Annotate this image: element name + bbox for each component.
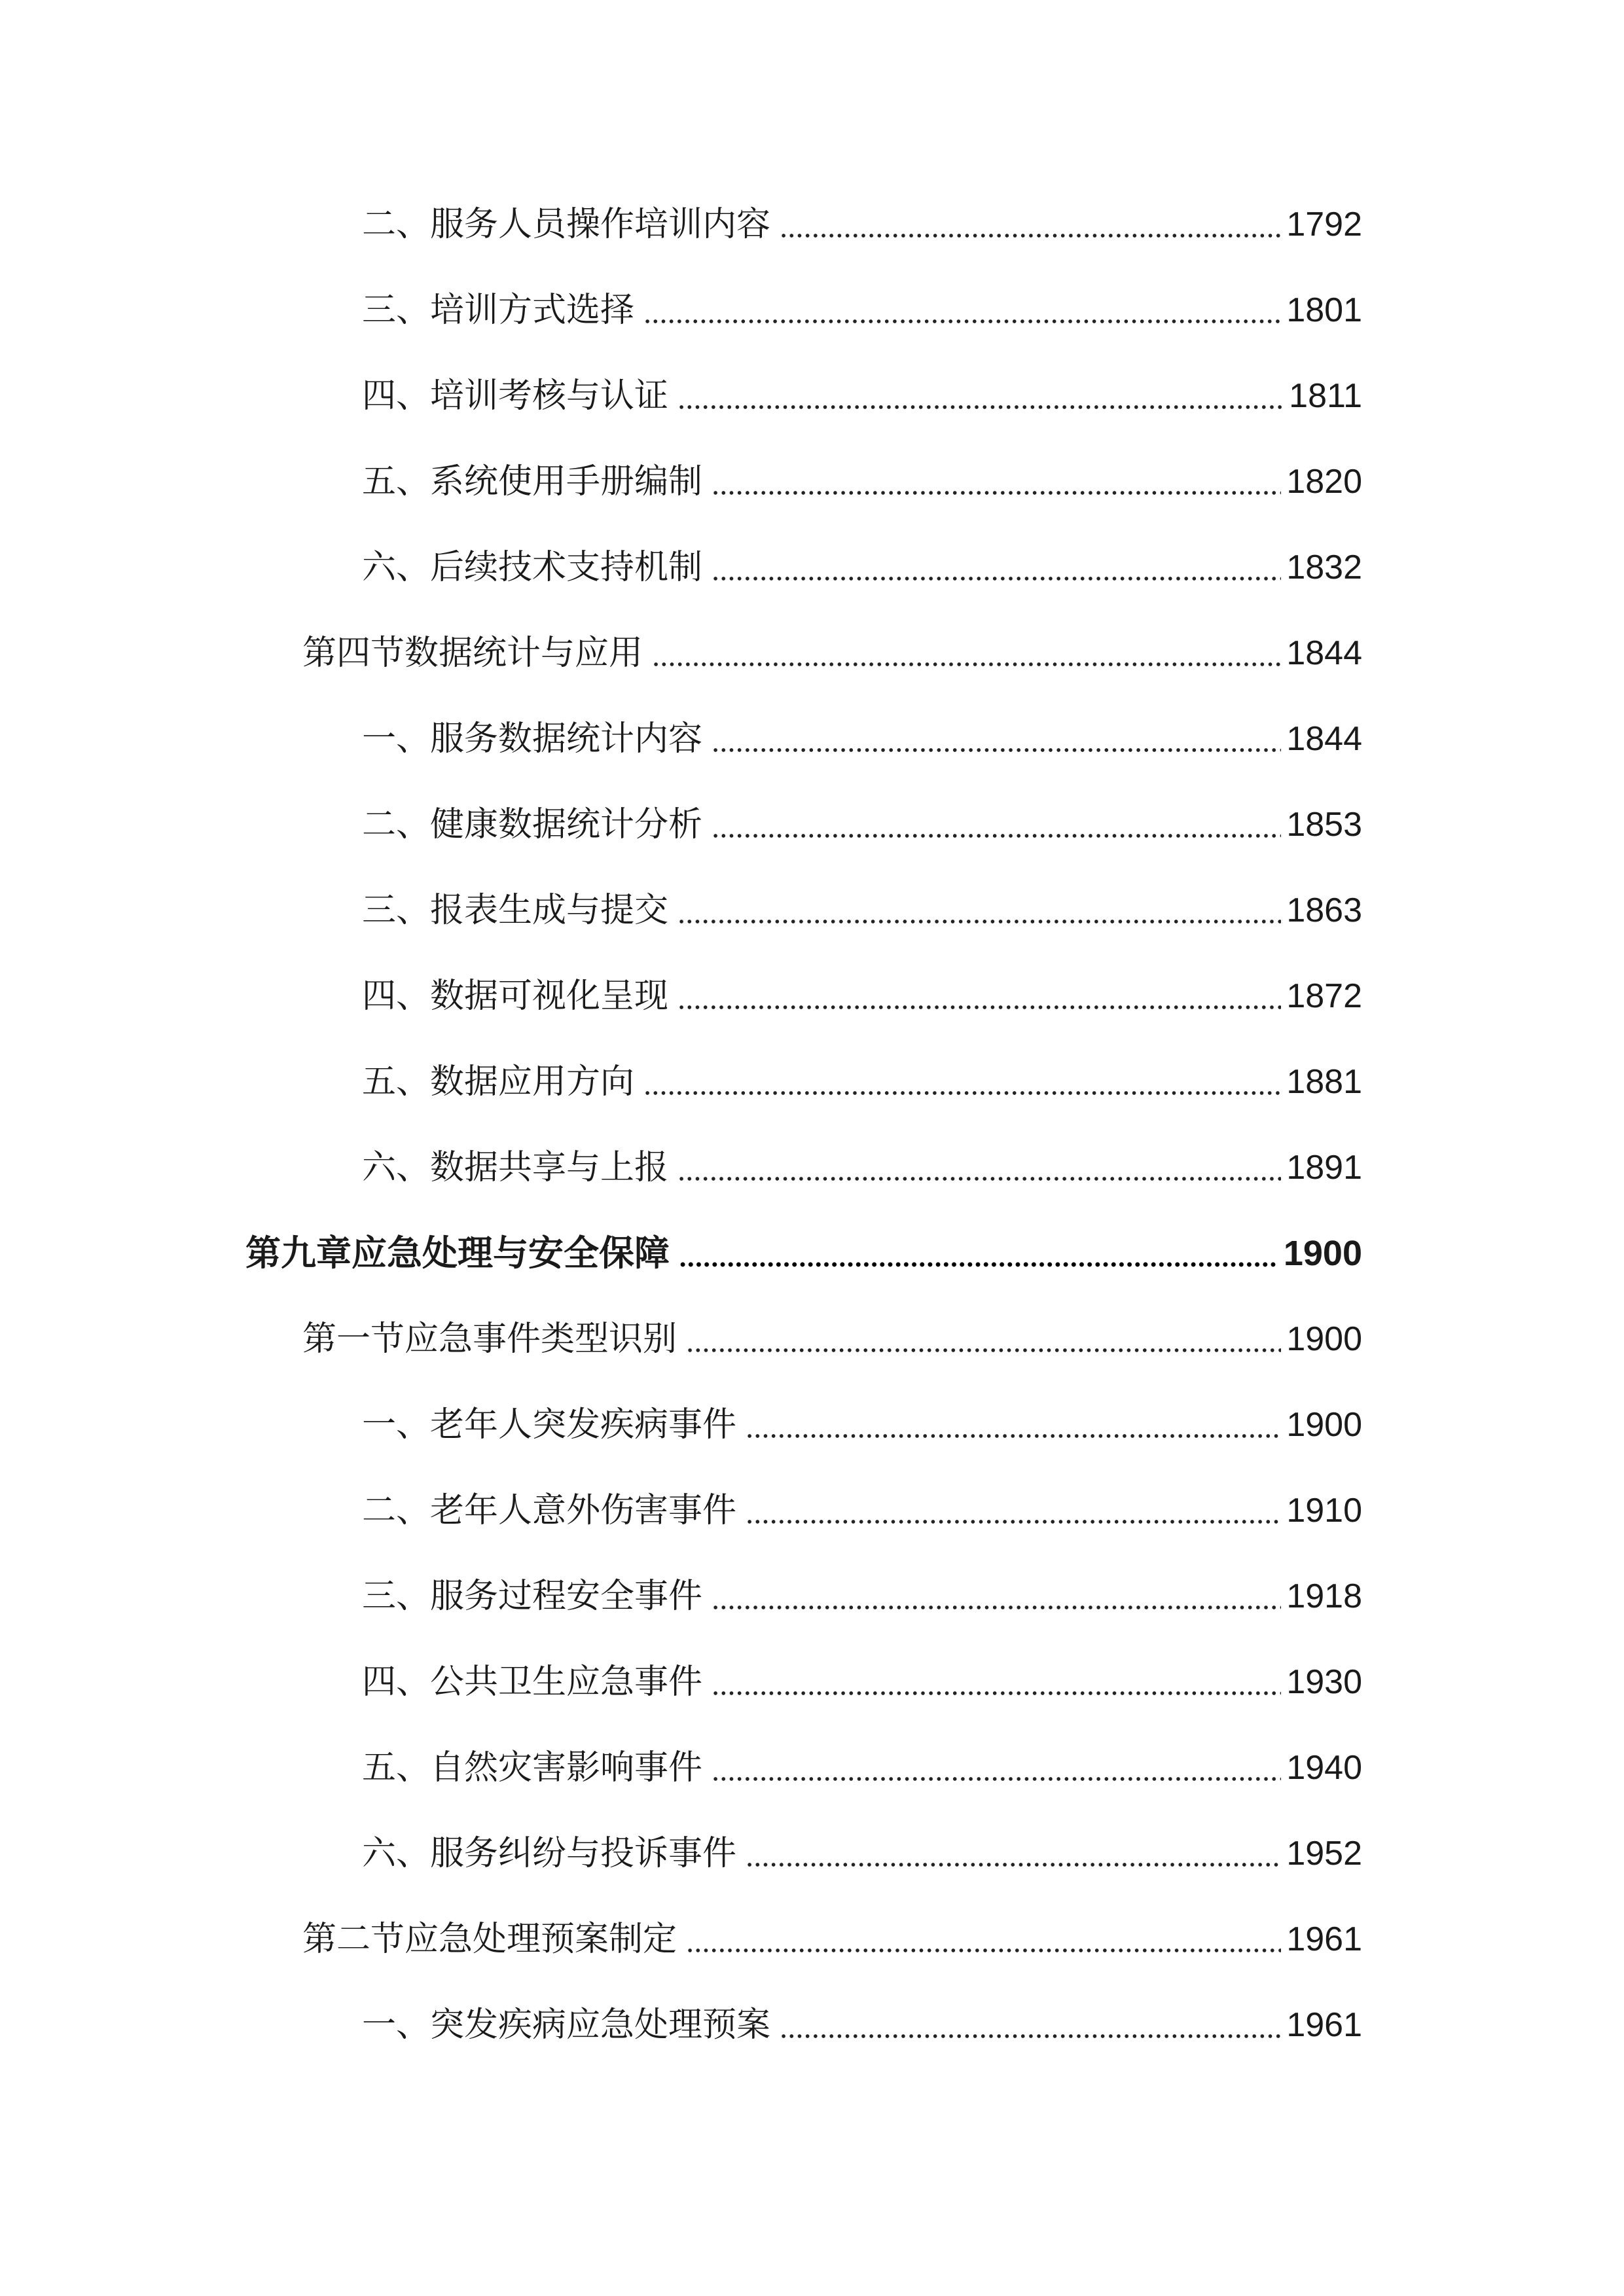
toc-entry[interactable] — [362, 881, 1362, 940]
toc-entry[interactable] — [362, 1395, 1362, 1454]
toc-entry[interactable] — [362, 195, 1362, 254]
toc-entry[interactable] — [362, 795, 1362, 854]
dot-leader — [677, 1175, 1281, 1182]
toc-entry[interactable] — [362, 1567, 1362, 1626]
toc-entry-title: 六、后续技术支持机制 — [362, 548, 703, 587]
toc-entry[interactable] — [362, 1138, 1362, 1197]
toc-entry[interactable] — [362, 967, 1362, 1026]
toc-entry-section[interactable] — [302, 624, 1362, 683]
toc-entry-title: 第九章应急处理与安全保障 — [245, 1232, 670, 1274]
toc-entry-title: 二、服务人员操作培训内容 — [362, 205, 771, 244]
toc-entry-page: 1930 — [1286, 1663, 1362, 1701]
dot-leader — [712, 1604, 1281, 1611]
dot-leader — [746, 1433, 1281, 1439]
dot-leader — [643, 1090, 1281, 1096]
toc-entry-title: 第四节数据统计与应用 — [302, 634, 643, 673]
dot-leader — [746, 1518, 1281, 1525]
toc-entry-page: 1844 — [1286, 720, 1362, 758]
toc-entry-page: 1900 — [1286, 1406, 1362, 1444]
toc-entry-title: 一、老年人突发疾病事件 — [362, 1405, 737, 1444]
toc-entry-page: 1961 — [1286, 2006, 1362, 2044]
toc-entry-section[interactable] — [302, 1310, 1362, 1369]
toc-entry-page: 1910 — [1286, 1492, 1362, 1530]
dot-leader — [712, 1690, 1281, 1696]
dot-leader — [677, 1004, 1281, 1011]
toc-entry[interactable] — [362, 1996, 1362, 2054]
dot-leader — [712, 1776, 1281, 1782]
dot-leader — [712, 490, 1281, 496]
toc-entry-page: 1961 — [1286, 1920, 1362, 1958]
toc-entry-page: 1918 — [1286, 1577, 1362, 1615]
toc-entry-title: 三、报表生成与提交 — [362, 891, 669, 930]
toc-entry-title: 第一节应急事件类型识别 — [302, 1319, 677, 1359]
toc-entry-chapter[interactable] — [245, 1224, 1362, 1283]
toc-entry-page: 1891 — [1286, 1149, 1362, 1187]
dot-leader — [652, 661, 1281, 668]
toc-entry[interactable] — [362, 281, 1362, 340]
toc-entry-title: 三、培训方式选择 — [362, 291, 635, 330]
toc-entry-page: 1811 — [1289, 377, 1362, 415]
toc-entry[interactable] — [362, 538, 1362, 597]
toc-entry-title: 一、服务数据统计内容 — [362, 719, 703, 759]
toc-entry[interactable] — [362, 1481, 1362, 1540]
toc-entry-page: 1900 — [1286, 1320, 1362, 1358]
dot-leader — [677, 404, 1284, 410]
toc-entry-page: 1853 — [1286, 806, 1362, 844]
dot-leader — [780, 232, 1281, 239]
dot-leader — [746, 1861, 1281, 1868]
toc-entry-title: 二、老年人意外伤害事件 — [362, 1491, 737, 1530]
toc-entry-title: 五、系统使用手册编制 — [362, 462, 703, 501]
dot-leader — [686, 1347, 1281, 1354]
toc-entry-title: 一、突发疾病应急处理预案 — [362, 2005, 771, 2045]
toc-entry-page: 1792 — [1286, 206, 1362, 243]
toc-entry[interactable] — [362, 1653, 1362, 1712]
toc-entry-title: 四、培训考核与认证 — [362, 376, 669, 416]
toc-entry-page: 1940 — [1286, 1749, 1362, 1787]
toc-entry-page: 1832 — [1286, 548, 1362, 586]
toc-entry-title: 四、公共卫生应急事件 — [362, 1662, 703, 1702]
toc-entry-title: 三、服务过程安全事件 — [362, 1577, 703, 1616]
toc-entry-page: 1872 — [1286, 977, 1362, 1015]
dot-leader — [712, 575, 1281, 582]
toc-entry-title: 二、健康数据统计分析 — [362, 805, 703, 844]
toc-entry[interactable] — [362, 1824, 1362, 1883]
toc-entry-title: 六、服务纠纷与投诉事件 — [362, 1834, 737, 1873]
toc-entry[interactable] — [362, 1738, 1362, 1797]
toc-entry-page: 1881 — [1286, 1063, 1362, 1101]
dot-leader — [780, 2033, 1281, 2039]
toc-entry-page: 1801 — [1286, 291, 1362, 329]
toc-entry-section[interactable] — [302, 1910, 1362, 1969]
toc-entry-title: 五、数据应用方向 — [362, 1062, 635, 1102]
toc-entry[interactable] — [362, 709, 1362, 768]
toc-entry[interactable] — [362, 367, 1362, 425]
toc-entry[interactable] — [362, 452, 1362, 511]
toc-entry-page: 1952 — [1286, 1835, 1362, 1873]
toc-entry-page: 1863 — [1286, 891, 1362, 929]
toc-entry-title: 六、数据共享与上报 — [362, 1148, 669, 1187]
toc-entry[interactable] — [362, 1052, 1362, 1111]
toc-entry-title: 五、自然灾害影响事件 — [362, 1748, 703, 1787]
dot-leader — [643, 318, 1281, 325]
dot-leader — [677, 918, 1281, 925]
dot-leader — [712, 833, 1281, 839]
dot-leader — [686, 1947, 1281, 1954]
toc-entry-page: 1900 — [1283, 1234, 1362, 1273]
dot-leader — [712, 747, 1281, 753]
toc-entry-page: 1844 — [1286, 634, 1362, 672]
toc-entry-title: 四、数据可视化呈现 — [362, 977, 669, 1016]
toc-entry-page: 1820 — [1286, 463, 1362, 501]
toc-entry-title: 第二节应急处理预案制定 — [302, 1920, 677, 1959]
dot-leader — [679, 1261, 1278, 1268]
